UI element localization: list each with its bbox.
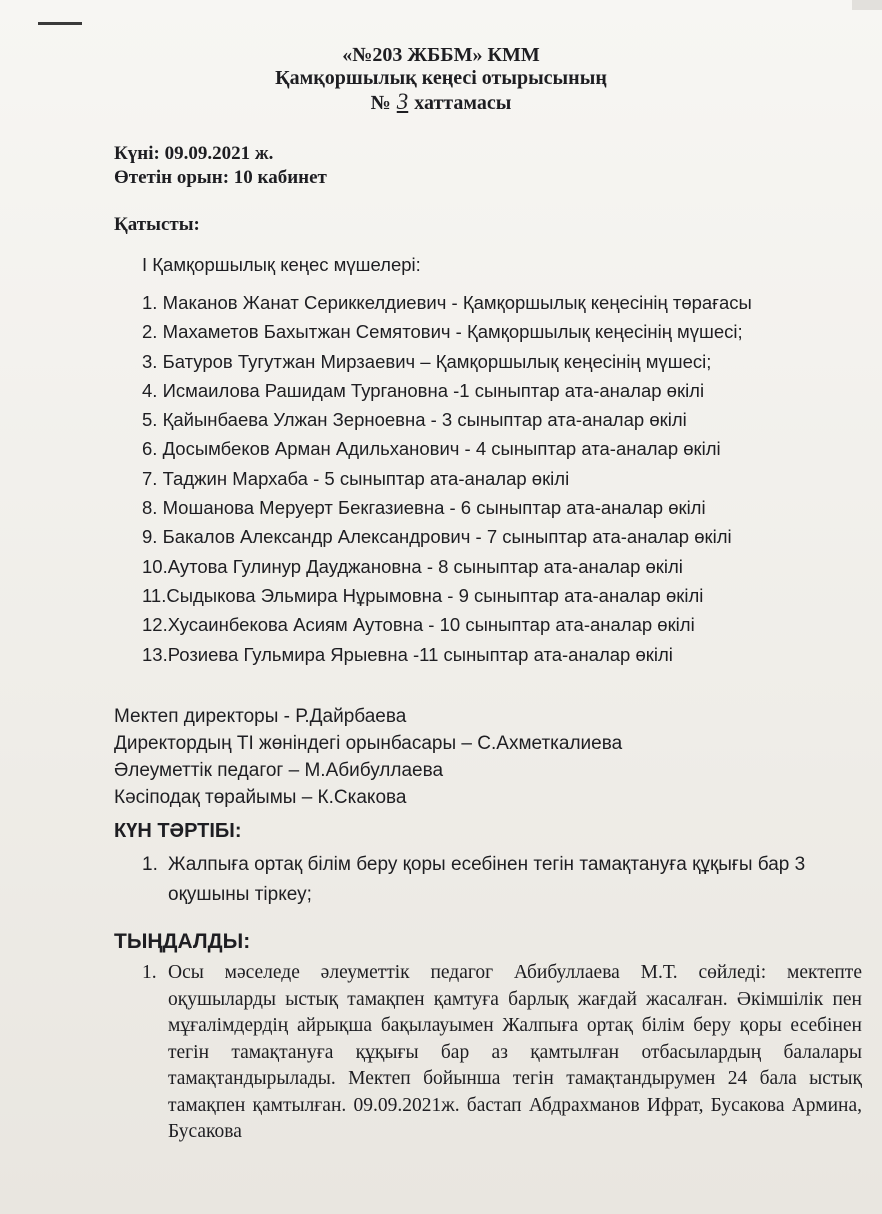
listened-item-number: 1.: [142, 962, 157, 983]
member-list: [142, 288, 752, 669]
agenda-item-number: 1.: [142, 854, 158, 875]
meeting-meta: [114, 142, 327, 190]
org-title: «№203 ЖББМ» КММ: [342, 44, 540, 66]
staff-line: Мектеп директоры - Р.Дайрбаева: [114, 706, 407, 727]
listened-item: [142, 960, 862, 1146]
member-item: 9. Бакалов Александр Александрович - 7 сыныптар ата-аналар өкілі: [142, 526, 732, 548]
member-item: 5. Қайынбаева Улжан Зерноевна - 3 сыныптар ата-аналар өкілі: [142, 409, 687, 431]
agenda-heading: КҮН ТӘРТІБІ:: [114, 820, 242, 842]
member-item: 6. Досымбеков Арман Адильханович - 4 сыныптар ата-аналар өкілі: [142, 438, 721, 460]
meeting-place: Өтетін орын: 10 кабинет: [114, 167, 327, 188]
protocol-word: хаттамасы: [414, 92, 512, 114]
member-item: 1. Маканов Жанат Сериккелдиевич - Қамқоршылық кеңесінің төрағасы: [142, 292, 752, 313]
member-item: 8. Мошанова Меруерт Бекгазиевна - 6 сыныптар ата-аналар өкілі: [142, 497, 706, 519]
number-sign: №: [370, 92, 391, 114]
staff-line: Кәсіподақ төрайымы – К.Скакова: [114, 787, 407, 808]
council-members: [142, 254, 752, 669]
member-item: 11.Сыдыкова Эльмира Нұрымовна - 9 сыныптар ата-аналар өкілі: [142, 584, 704, 606]
listened-item-text: Осы мәселеде әлеуметтік педагог Абибуллаева М.Т. сөйледі: мектепте оқушыларды ыстық тамақпен қамтуға барлық жағдай жасалған. Әкімшілік пен мұғалімдердің айрықша бақылауымен Жалпыға ортақ білім беру қоры есебінен тегін тамақтануға құқығы бар аз қамтылған отбасылардың балалары тамақтандырылады. Мектеп бойынша тегін тамақтандырумен 24 бала ыстық тамақпен қамтылған. 09.09.2021ж. бастап Абдрахманов Ифрат, Бусакова Армина, Бусакова: [168, 962, 862, 1142]
member-item: 2. Махаметов Бахытжан Семятович - Қамқоршылық кеңесінің мүшесі;: [142, 321, 743, 343]
member-item: 12.Хусаинбекова Асиям Аутовна - 10 сыныптар ата-аналар өкілі: [142, 614, 695, 636]
member-item: 3. Батуров Тугутжан Мирзаевич – Қамқоршылық кеңесінің мүшесі;: [142, 350, 712, 372]
listened-heading: ТЫҢДАЛДЫ:: [114, 930, 251, 953]
protocol-subtitle: Қамқоршылық кеңесі отырысының: [275, 67, 607, 89]
member-item: 13.Розиева Гульмира Ярыевна -11 сыныптар ата-аналар өкілі: [142, 643, 673, 665]
member-item: 4. Исмаилова Рашидам Тургановна -1 сыныптар ата-аналар өкілі: [142, 379, 705, 401]
staff-line: Директордың ТІ жөніндегі орынбасары – С.Ахметкалиева: [114, 733, 623, 754]
agenda-item: [142, 850, 857, 910]
school-staff: [114, 703, 622, 811]
member-item: 7. Таджин Мархаба - 5 сыныптар ата-аналар өкілі: [142, 467, 570, 489]
corner-mark: [38, 22, 82, 25]
meeting-date: Күні: 09.09.2021 ж.: [114, 143, 274, 164]
protocol-number-line: [0, 90, 882, 115]
document-header: [0, 44, 882, 115]
present-heading: Қатысты:: [114, 214, 200, 235]
agenda-item-text: Жалпыға ортақ білім беру қоры есебінен тегін тамақтануға құқығы бар 3 оқушыны тіркеу;: [168, 854, 806, 905]
member-item: 10.Аутова Гулинур Дауджановна - 8 сыныптар ата-аналар өкілі: [142, 555, 683, 577]
protocol-number: 3: [396, 89, 409, 114]
paper-edge: [852, 0, 882, 10]
council-title: І Қамқоршылық кеңес мүшелері:: [142, 254, 421, 275]
staff-line: Әлеуметтік педагог – М.Абибуллаева: [114, 760, 444, 781]
